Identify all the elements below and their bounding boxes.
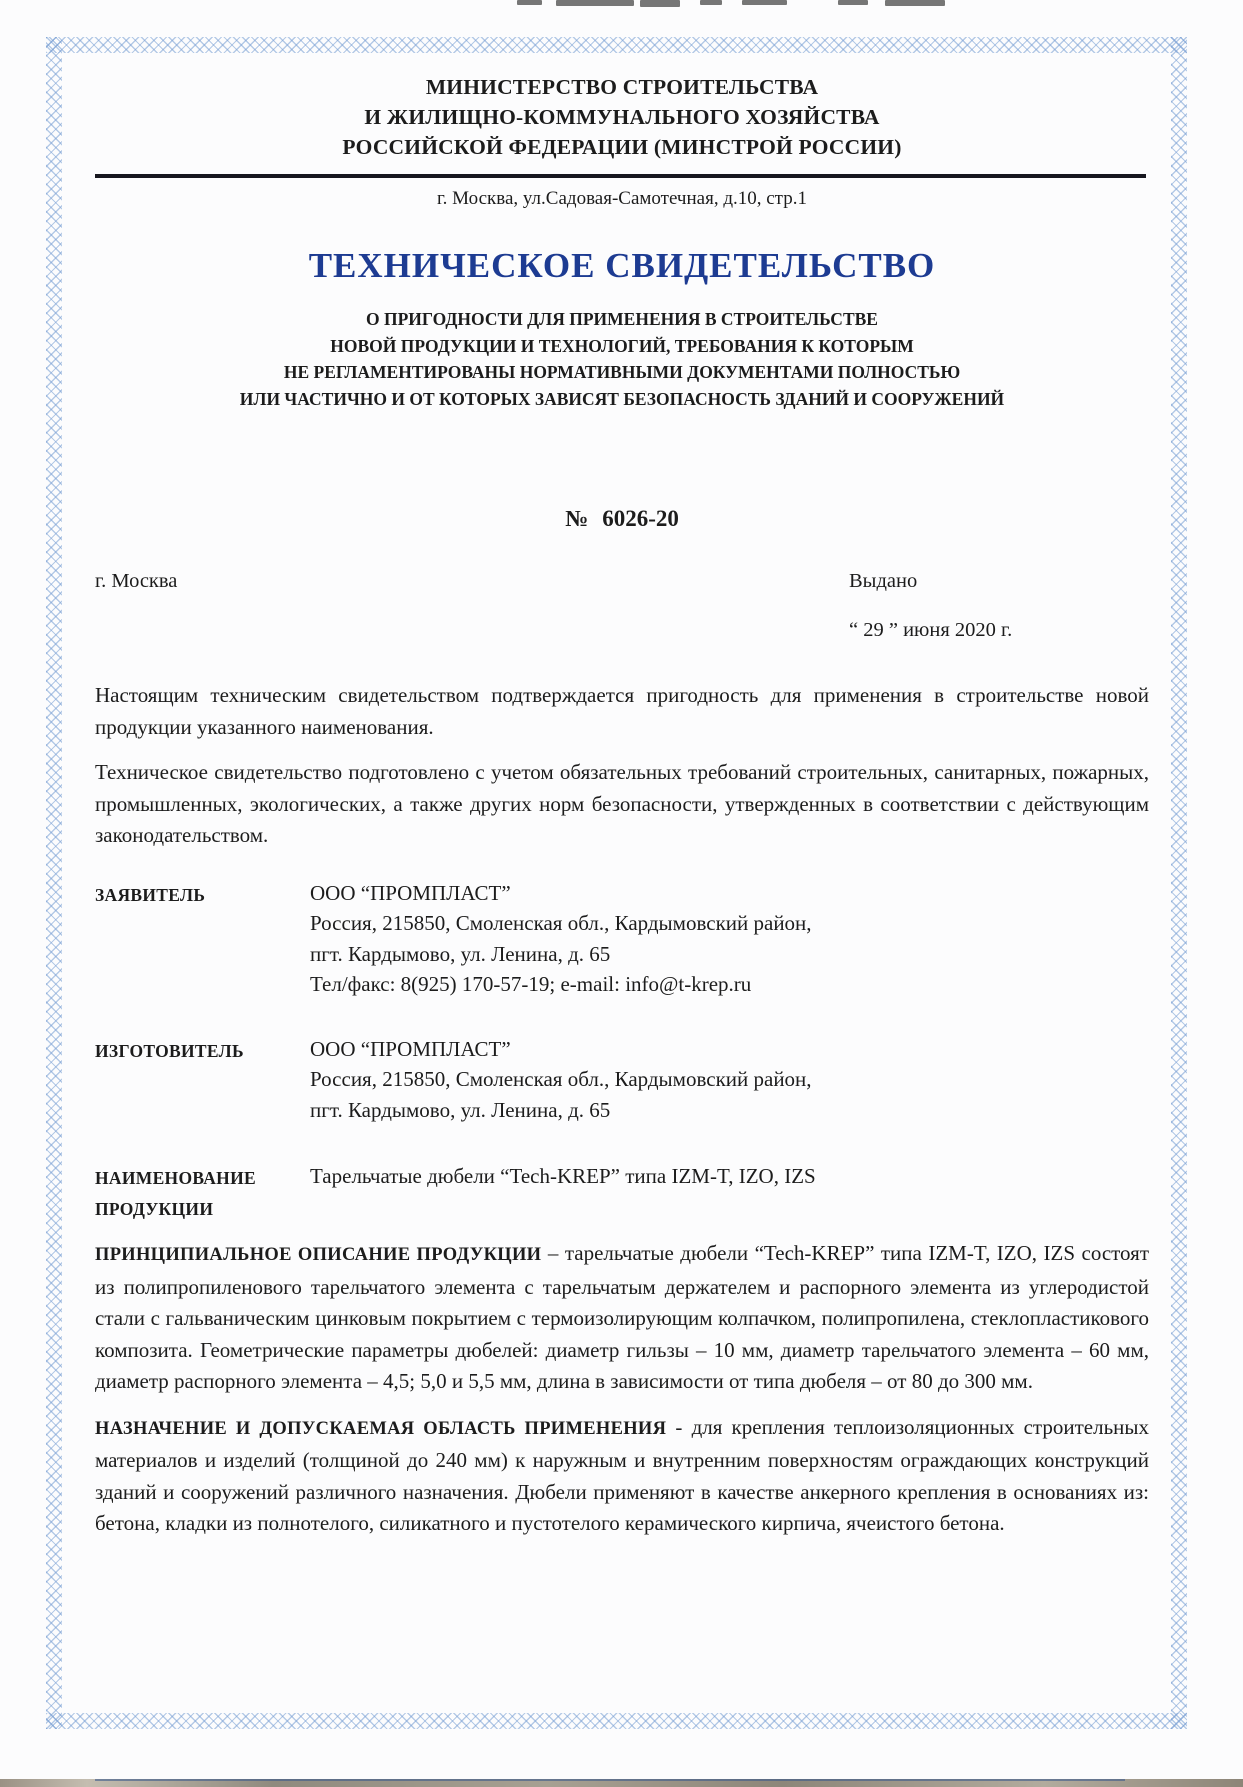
number-value: 6026-20 [602, 506, 679, 531]
manufacturer-line-3: пгт. Кардымово, ул. Ленина, д. 65 [310, 1097, 611, 1122]
ministry-address: г. Москва, ул.Садовая-Самотечная, д.10, стр.1 [437, 188, 807, 209]
border-ornament-left [46, 37, 62, 1729]
ministry-line-1: МИНИСТЕРСТВО СТРОИТЕЛЬСТВА [425, 75, 819, 99]
section-description-heading: ПРИНЦИПИАЛЬНОЕ ОПИСАНИЕ ПРОДУКЦИИ [95, 1245, 542, 1265]
subtitle-line-4: ИЛИ ЧАСТИЧНО И ОТ КОТОРЫХ ЗАВИСЯТ БЕЗОПАСНОСТЬ ЗДАНИЙ И СООРУЖЕНИЙ [239, 388, 1005, 409]
city-issued-row [95, 570, 1149, 642]
applicant-line-4: Тел/факс: 8(925) 170-57-19; e-mail: info@t-krep.ru [310, 972, 752, 996]
issued-date: “ 29 ” июня 2020 г. [849, 619, 1013, 641]
applicant-line-1: ООО “ПРОМПЛАСТ” [310, 880, 511, 905]
section-description-separator: – [541, 1241, 565, 1265]
section-purpose-body: для крепления теплоизоляционных строительных материалов и изделий (толщиной до 240 мм) к наружным и внутренним поверхностям ограждающих конструкций зданий и сооружений различного назначения. Дюбели применяют в качестве анкерного крепления в основаниях из: бетона, кладки из полнотелого, силикатного и пустотелого керамического кирпича, ячеистого бетона. [95, 1414, 1149, 1535]
header-rule [95, 174, 1146, 178]
manufacturer-line-1: ООО “ПРОМПЛАСТ” [310, 1036, 511, 1061]
intro-paragraph-2: Техническое свидетельство подготовлено с учетом обязательных требований строительных, санитарных, пожарных, промышленных, экологических, а также других норм безопасности, утвержденных в соответствии с действующим законодательством. [95, 760, 1149, 847]
subtitle-line-3: НЕ РЕГЛАМЕНТИРОВАНЫ НОРМАТИВНЫМИ ДОКУМЕНТАМИ ПОЛНОСТЬЮ [283, 362, 961, 382]
applicant-line-3: пгт. Кардымово, ул. Ленина, д. 65 [310, 941, 611, 966]
issued-label: Выдано [849, 570, 918, 592]
document-title: ТЕХНИЧЕСКОЕ СВИДЕТЕЛЬСТВО [308, 246, 936, 285]
field-applicant [95, 878, 1149, 1000]
applicant-line-2: Россия, 215850, Смоленская обл., Кардымовский район, [310, 911, 812, 935]
manufacturer-line-2: Россия, 215850, Смоленская обл., Кардымовский район, [310, 1067, 812, 1091]
subtitle-line-2: НОВОЙ ПРОДУКЦИИ И ТЕХНОЛОГИЙ, ТРЕБОВАНИЯ К КОТОРЫМ [330, 335, 914, 356]
product-name-label: НАИМЕНОВАНИЕ ПРОДУКЦИИ [95, 1168, 256, 1219]
document-subtitle [95, 306, 1149, 412]
scan-edge-bottom-line [95, 1779, 1125, 1781]
field-product-name [95, 1161, 1149, 1224]
issued-block [849, 570, 1149, 642]
manufacturer-label: ИЗГОТОВИТЕЛЬ [95, 1040, 244, 1061]
section-purpose-heading: НАЗНАЧЕНИЕ И ДОПУСКАЕМАЯ ОБЛАСТЬ ПРИМЕНЕНИЯ [95, 1418, 667, 1439]
border-ornament-right [1171, 37, 1187, 1729]
section-description [95, 1238, 1149, 1398]
applicant-label: ЗАЯВИТЕЛЬ [95, 884, 206, 905]
section-description-body: тарельчатые дюбели “Tech-KREP” типа IZM-T, IZO, IZS состоят из полипропиленового тарельчатого элемента с тарельчатым держателем и распорного элемента из углеродистой стали с гальваническим цинковым покрытием с термоизолирующим колпачком, полипропилена, стеклопластикового композита. Геометрические параметры дюбелей: диаметр гильзы – 10 мм, диаметр тарельчатого элемента – 60 мм, диаметр распорного элемента – 4,5; 5,0 и 5,5 мм, длина в зависимости от типа дюбеля – от 80 до 300 мм. [95, 1241, 1149, 1393]
ministry-header [95, 72, 1149, 162]
product-name-value: Тарельчатые дюбели “Tech-KREP” типа IZM-T, IZO, IZS [310, 1164, 816, 1188]
certificate-number [95, 506, 1149, 532]
number-sign: № [565, 506, 589, 531]
border-ornament-bottom [46, 1713, 1187, 1729]
intro-paragraph-1: Настоящим техническим свидетельством подтверждается пригодность для применения в строительстве новой продукции указанного наименования. [95, 683, 1149, 739]
subtitle-line-1: О ПРИГОДНОСТИ ДЛЯ ПРИМЕНЕНИЯ В СТРОИТЕЛЬСТВЕ [366, 309, 878, 329]
manufacturer-value [310, 1034, 1149, 1126]
ministry-line-3: РОССИЙСКОЙ ФЕДЕРАЦИИ (МИНСТРОЙ РОССИИ) [342, 135, 902, 159]
document-content [95, 0, 1149, 1540]
section-purpose [95, 1412, 1149, 1540]
ministry-line-2: И ЖИЛИЩНО-КОММУНАЛЬНОГО ХОЗЯЙСТВА [364, 105, 880, 129]
field-manufacturer [95, 1034, 1149, 1126]
section-purpose-separator: - [666, 1414, 692, 1439]
applicant-value [310, 878, 1149, 1000]
city-label: г. Москва [95, 570, 178, 592]
